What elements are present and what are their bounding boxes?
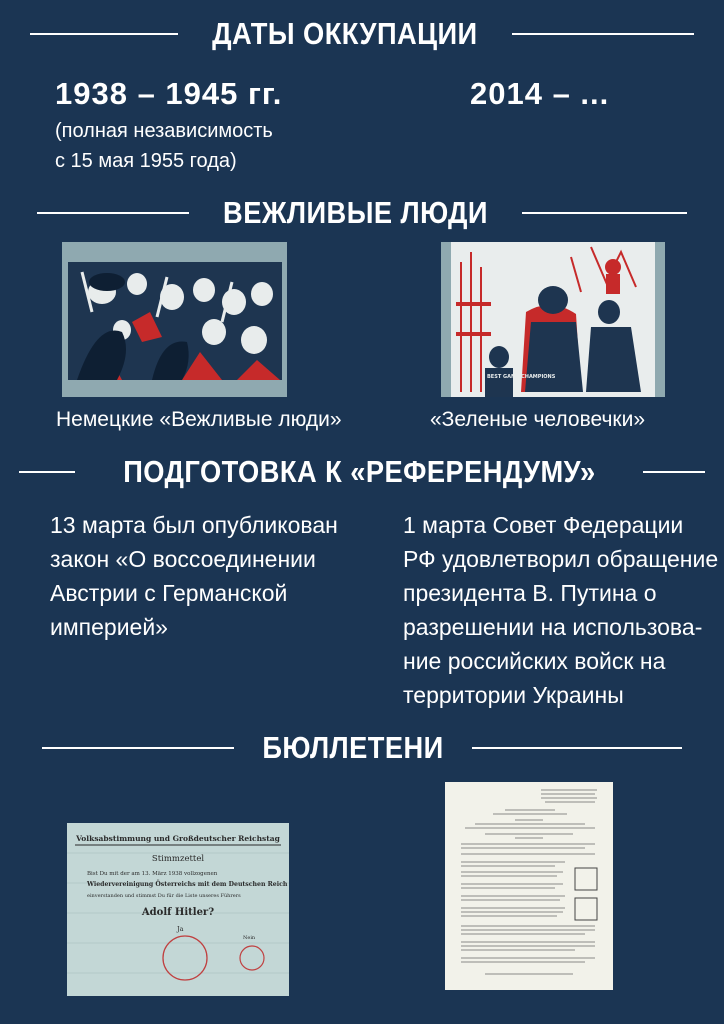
ballot-1938-line1: Bist Du mit der am 13. März 1938 vollzogenen xyxy=(87,871,218,877)
section-header-ballots xyxy=(0,728,724,768)
date-range-crimea: 2014 – ... xyxy=(470,76,610,111)
ballot-1938-line3: einverstanden und stimmst Du für die Liste unseres Führers xyxy=(87,893,241,899)
text-line: Австрии с Германской xyxy=(50,580,288,606)
text-line: РФ удовлетворил обращение xyxy=(403,546,719,572)
divider xyxy=(42,747,234,749)
section-title-dates: ДАТЫ ОККУПАЦИИ xyxy=(212,16,478,51)
ballot-1938-name: Adolf Hitler? xyxy=(141,907,215,918)
ballot-1938-yes: Ja xyxy=(177,925,184,933)
photo-german-soldiers-art xyxy=(62,242,287,397)
section-header-dates xyxy=(0,14,724,54)
section-header-referendum xyxy=(0,452,724,492)
photo-green-men xyxy=(441,242,665,397)
ballot-1938 xyxy=(67,823,289,996)
text-line: 13 марта был опубликован xyxy=(50,512,338,538)
section-title-referendum: ПОДГОТОВКА К «РЕФЕРЕНДУМУ» xyxy=(122,454,596,489)
referendum-austria-text xyxy=(50,508,380,644)
ballot-1938-header: Volksabstimmung und Großdeutscher Reichstag xyxy=(76,834,280,843)
divider xyxy=(19,471,75,473)
independence-note-line1: (полная независимость xyxy=(55,120,273,142)
ballot-1938-art xyxy=(67,823,289,996)
caption-german-polite-people: Немецкие «Вежливые люди» xyxy=(56,408,342,431)
caption-green-men: «Зеленые человечки» xyxy=(430,408,646,431)
text-line: президента В. Путина о xyxy=(403,580,657,606)
text-line: территории Украины xyxy=(403,682,624,708)
section-header-polite xyxy=(0,193,724,233)
text-line: империей» xyxy=(50,614,168,640)
ballot-2014 xyxy=(445,782,613,990)
ballot-1938-title: Stimmzettel xyxy=(151,854,205,864)
date-range-austria: 1938 – 1945 гг. xyxy=(55,76,283,111)
section-title-polite: ВЕЖЛИВЫЕ ЛЮДИ xyxy=(223,195,488,230)
ballot-1938-line2: Wiedervereinigung Österreichs mit dem Deutschen Reich xyxy=(87,881,288,888)
photo-green-men-art xyxy=(441,242,665,397)
referendum-crimea-text xyxy=(403,508,721,712)
photo-german-soldiers xyxy=(62,242,287,397)
divider xyxy=(472,747,682,749)
divider xyxy=(512,33,694,35)
divider xyxy=(643,471,705,473)
text-line: закон «О воссоединении xyxy=(50,546,316,572)
text-line: 1 марта Совет Федерации xyxy=(403,512,684,538)
ballot-2014-art xyxy=(445,782,613,990)
text-line: разрешении на использова- xyxy=(403,614,703,640)
divider xyxy=(522,212,687,214)
text-line: ние российских войск на xyxy=(403,648,666,674)
independence-note-line2: с 15 мая 1955 года) xyxy=(55,150,237,172)
divider xyxy=(30,33,178,35)
divider xyxy=(37,212,189,214)
shirt-text: BEST GAME CHAMPIONS xyxy=(487,374,556,380)
section-title-ballots: БЮЛЛЕТЕНИ xyxy=(262,730,444,765)
ballot-1938-no: Nein xyxy=(243,935,256,941)
